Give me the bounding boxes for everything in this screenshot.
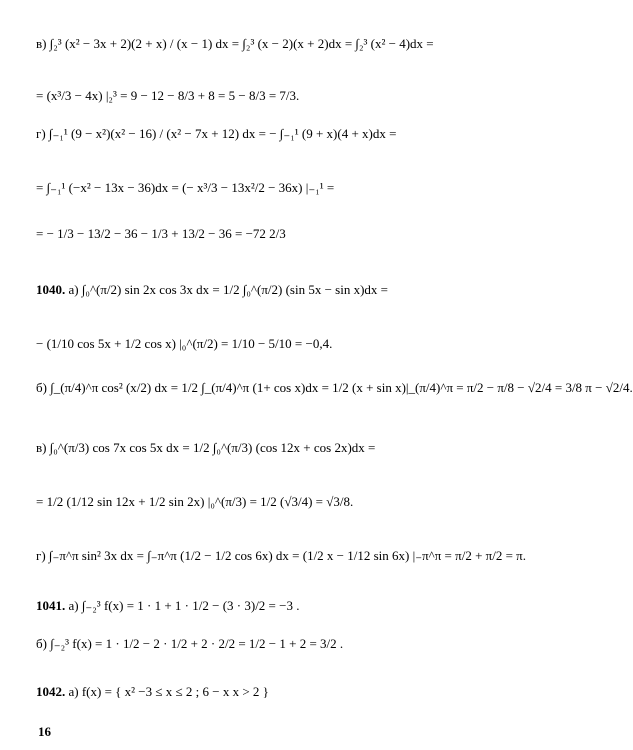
problem-1042-a [36, 684, 269, 700]
solution-line-g: г) ∫₋₁¹ (9 − x²)(x² − 16) / (x² − 7x + 12) dx = − ∫₋₁¹ (9 + x)(4 + x)dx = [36, 126, 397, 141]
problem-1040-b: б) ∫_(π/4)^π cos² (x/2) dx = 1/2 ∫_(π/4)^π (1+ cos x)dx = 1/2 (x + sin x)|_(π/4)^π = π/2 − π/8 − √2/4 = 3/8 π − √2/4. [36, 380, 633, 395]
solution-line-g-antiderivative: = ∫₋₁¹ (−x² − 13x − 36)dx = (− x³/3 − 13x²/2 − 36x) |₋₁¹ = [36, 180, 335, 195]
problem-1040-v: в) ∫₀^(π/3) cos 7x cos 5x dx = 1/2 ∫₀^(π/3) (cos 12x + cos 2x)dx = [36, 440, 376, 455]
problem-1042-a-text: а) f(x) = { x² −3 ≤ x ≤ 2 ; 6 − x x > 2 } [65, 684, 269, 699]
problem-1040-a-text: а) ∫₀^(π/2) sin 2x cos 3x dx = 1/2 ∫₀^(π/2) (sin 5x − sin x)dx = [65, 282, 389, 297]
problem-1040-a-result: − (1/10 cos 5x + 1/2 cos x) |₀^(π/2) = 1/10 − 5/10 = −0,4. [36, 336, 333, 351]
problem-number-1040: 1040. [36, 282, 66, 297]
problem-1040-v-result: = 1/2 (1/12 sin 12x + 1/2 sin 2x) |₀^(π/3) = 1/2 (√3/4) = √3/8. [36, 494, 354, 509]
problem-number-1041: 1041. [36, 598, 66, 613]
page-number: 16 [38, 724, 51, 739]
problem-number-1042: 1042. [36, 684, 66, 699]
problem-1041-a-text: а) ∫₋₂³ f(x) = 1 · 1 + 1 · 1/2 − (3 · 3)/2 = −3 . [65, 598, 300, 613]
solution-line-g-result: = − 1/3 − 13/2 − 36 − 1/3 + 13/2 − 36 = −72 2/3 [36, 226, 286, 241]
problem-1040-g: г) ∫₋π^π sin² 3x dx = ∫₋π^π (1/2 − 1/2 cos 6x) dx = (1/2 x − 1/12 sin 6x) |₋π^π = π/2 + π/2 = π. [36, 548, 526, 563]
solution-line-v: в) ∫₂³ (x² − 3x + 2)(2 + x) / (x − 1) dx = ∫₂³ (x − 2)(x + 2)dx = ∫₂³ (x² − 4)dx = [36, 36, 434, 51]
problem-1040-a [36, 282, 388, 298]
problem-1041-a [36, 598, 299, 614]
solution-line-v-result: = (x³/3 − 4x) |₂³ = 9 − 12 − 8/3 + 8 = 5 − 8/3 = 7/3. [36, 88, 300, 103]
problem-1041-b: б) ∫₋₂³ f(x) = 1 · 1/2 − 2 · 1/2 + 2 · 2/2 = 1/2 − 1 + 2 = 3/2 . [36, 636, 344, 651]
